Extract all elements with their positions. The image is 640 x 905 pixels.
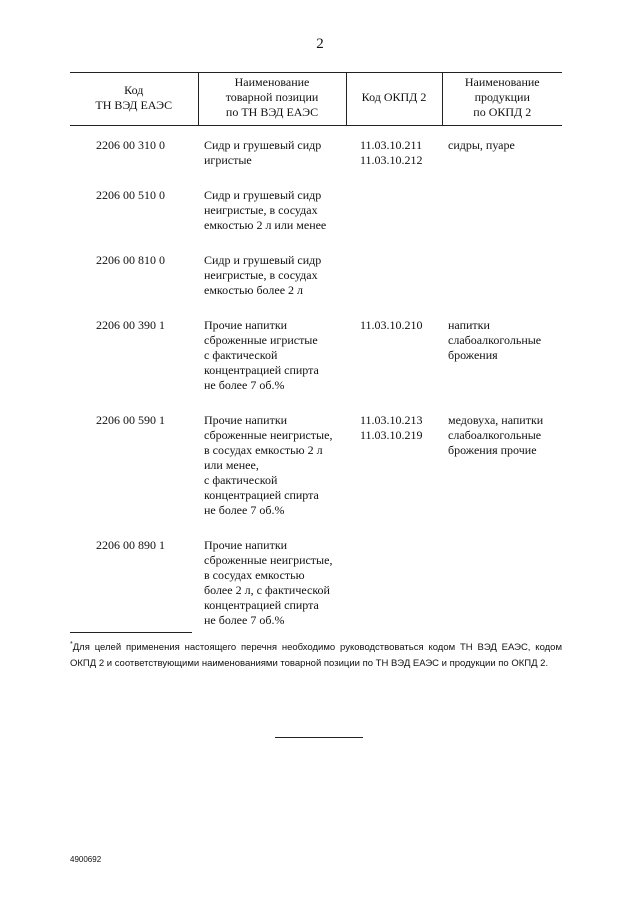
table-header-row [70,73,562,126]
header-line: по ТН ВЭД ЕАЭС [225,105,319,119]
cell-line: емкостью 2 л или менее [204,218,327,232]
okpd-name-cell [442,253,562,318]
okpd-code-cell [346,188,442,253]
header-line: Наименование [234,75,310,89]
header-line: Код [124,82,144,97]
page-number: 2 [316,36,324,52]
cell-line: 11.03.10.211 [360,138,423,152]
cell-line: 11.03.10.219 [360,428,423,442]
cell-line: Сидр и грушевый сидр [204,138,322,152]
cell-line: не более 7 об.% [204,503,285,517]
cell-line: 11.03.10.210 [360,318,423,332]
footnote-divider [70,632,192,633]
header-tnved-name [198,73,346,126]
cell-line: 11.03.10.212 [360,153,423,167]
document-id: 4900692 [70,855,102,864]
okpd-code-cell [346,318,442,413]
tnved-code-cell: 2206 00 390 1 [96,318,165,332]
tnved-code-cell: 2206 00 510 0 [96,188,165,202]
footnote-text: Для целей применения настоящего перечня необходимо руководствоваться кодом ТН ВЭД ЕАЭС, кодом ОКПД 2 и соответствующими наименованиями товарной позиции по ТН ВЭД ЕАЭС и продукции по ОКПД 2. [70,642,562,669]
tnved-name-cell [198,188,346,253]
okpd-code-cell [346,138,442,188]
tnved-code-cell: 2206 00 590 1 [96,413,165,427]
header-line: товарной позиции [225,90,319,104]
cell-line: Прочие напитки [204,538,288,552]
cell-line: более 2 л, с фактической [204,583,330,597]
cell-line: в сосудах емкостью [204,568,305,582]
tnved-code-cell: 2206 00 810 0 [96,253,165,267]
cell-line: слабоалкогольные [448,333,542,347]
code-table [70,72,562,648]
okpd-name-cell [442,318,562,413]
cell-line: с фактической [204,348,278,362]
header-line: по ОКПД 2 [473,105,532,119]
cell-line: сидры, пуаре [448,138,515,152]
end-divider [275,737,363,738]
tnved-name-cell [198,538,346,648]
okpd-name-cell [442,413,562,538]
cell-line: Прочие напитки [204,318,288,332]
header-line: Наименование [464,75,540,89]
okpd-name-cell [442,188,562,253]
tnved-name-cell [198,318,346,413]
header-okpd-code [346,73,442,126]
cell-line: концентрацией спирта [204,598,319,612]
cell-line: напитки [448,318,490,332]
cell-line: сброженные неигристые, [204,553,333,567]
tnved-code-cell: 2206 00 890 1 [96,538,165,552]
header-line: ТН ВЭД ЕАЭС [95,97,173,112]
tnved-name-cell [198,253,346,318]
cell-line: не более 7 об.% [204,613,285,627]
tnved-code-cell: 2206 00 310 0 [96,138,165,152]
footnote-mark: * [70,640,73,648]
cell-line: сброженные неигристые, [204,428,333,442]
cell-line: Прочие напитки [204,413,288,427]
table-row [70,188,562,253]
cell-line: брожения [448,348,498,362]
table-row [70,413,562,538]
header-line: Код ОКПД 2 [361,90,427,104]
header-okpd-name [442,73,562,126]
cell-line: Сидр и грушевый сидр [204,253,322,267]
cell-line: игристые [204,153,252,167]
cell-line: 11.03.10.213 [360,413,423,427]
header-line: продукции [474,90,530,104]
tnved-name-cell [198,138,346,188]
table-spacer [70,126,562,139]
okpd-code-cell [346,413,442,538]
okpd-code-cell [346,253,442,318]
okpd-name-cell [442,538,562,648]
okpd-name-cell [442,138,562,188]
okpd-code-cell [346,538,442,648]
cell-line: в сосудах емкостью 2 л [204,443,323,457]
cell-line: неигристые, в сосудах [204,203,318,217]
cell-line: брожения прочие [448,443,537,457]
cell-line: емкостью более 2 л [204,283,304,297]
cell-line: Сидр и грушевый сидр [204,188,322,202]
tnved-name-cell [198,413,346,538]
cell-line: неигристые, в сосудах [204,268,318,282]
cell-line: слабоалкогольные [448,428,542,442]
cell-line: или менее, [204,458,259,472]
table-row [70,253,562,318]
header-tnved-code [70,73,198,126]
cell-line: концентрацией спирта [204,363,319,377]
cell-line: медовуха, напитки [448,413,544,427]
footnote [70,640,562,672]
cell-line: сброженные игристые [204,333,318,347]
table-row [70,138,562,188]
table-row [70,318,562,413]
cell-line: с фактической [204,473,278,487]
cell-line: концентрацией спирта [204,488,319,502]
cell-line: не более 7 об.% [204,378,285,392]
